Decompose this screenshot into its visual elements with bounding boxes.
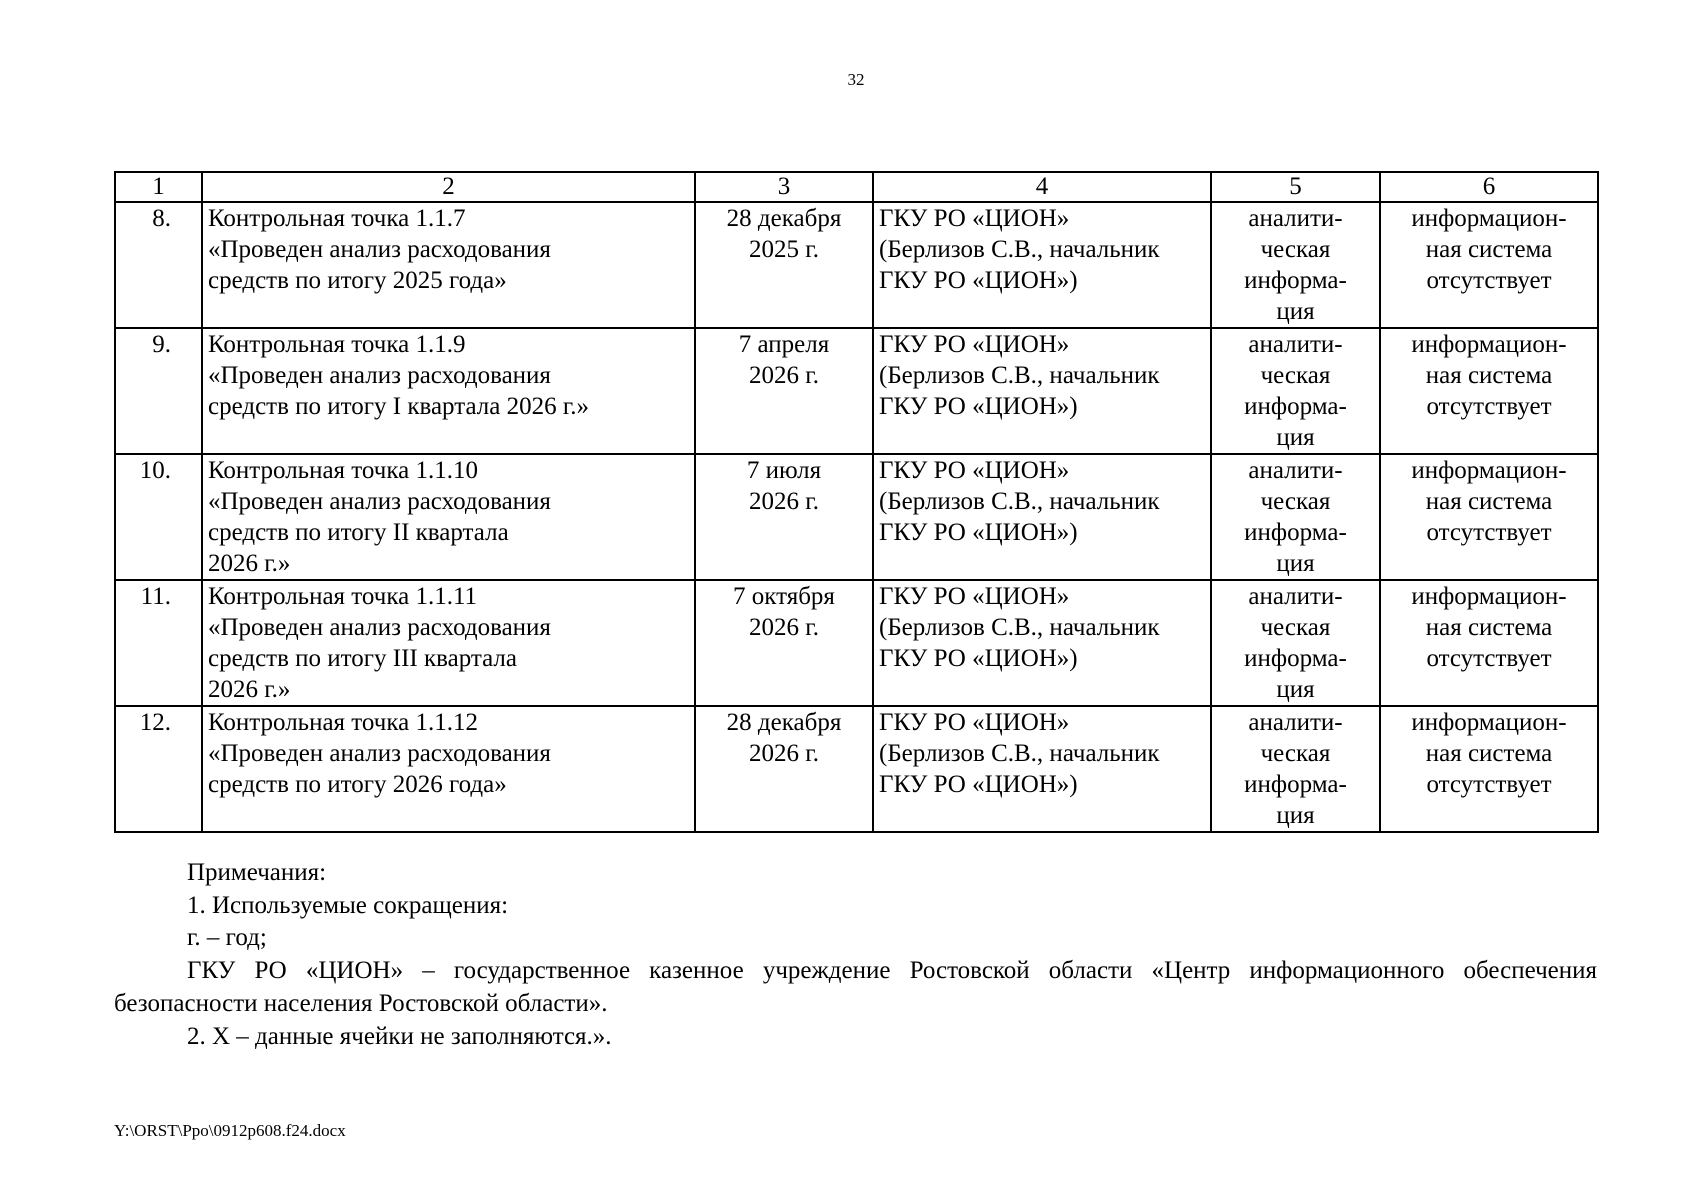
document-type-cell: [1211, 580, 1380, 706]
cell-line: средств по итогу 2025 года»: [208, 267, 507, 294]
cell-line: информа-: [1244, 645, 1347, 672]
cell-line: аналити-: [1248, 205, 1343, 232]
info-system-cell: [1380, 706, 1598, 832]
responsible-cell: [873, 202, 1211, 328]
column-header: 4: [873, 172, 1211, 202]
abbreviation-year: г. – год;: [187, 924, 267, 952]
control-points-table: [114, 171, 1599, 833]
cell-line: Контрольная точка 1.1.11: [208, 583, 478, 610]
cell-line: 2026 г.: [749, 614, 819, 641]
abbreviation-cion: ГКУ РО «ЦИОН» – государственное казенное учреждение Ростовской области «Центр информационного обеспечения безопасности населения Ростовской области».: [114, 957, 1597, 1017]
page-number: 32: [847, 70, 865, 89]
row-number-cell: 11.: [115, 580, 202, 706]
document-type-cell: [1211, 454, 1380, 580]
document-type-cell: [1211, 328, 1380, 454]
cell-line: аналити-: [1248, 709, 1343, 736]
cell-line: 2025 г.: [749, 236, 819, 263]
cell-line: Контрольная точка 1.1.10: [208, 457, 478, 484]
cell-line: «Проведен анализ расходования: [208, 614, 551, 641]
cell-line: аналити-: [1248, 583, 1343, 610]
deadline-cell: [695, 580, 873, 706]
table-row: [115, 328, 1598, 454]
cell-line: «Проведен анализ расходования: [208, 488, 551, 515]
cell-line: (Берлизов С.В., начальник: [879, 362, 1160, 389]
column-header: 1: [115, 172, 202, 202]
cell-line: отсутствует: [1426, 393, 1552, 420]
control-point-cell: [202, 454, 695, 580]
cell-line: 28 декабря: [726, 205, 842, 232]
responsible-cell: [873, 580, 1211, 706]
table-row: [115, 454, 1598, 580]
info-system-cell: [1380, 454, 1598, 580]
cell-line: информацион-: [1411, 331, 1567, 358]
control-point-cell: [202, 202, 695, 328]
responsible-cell: [873, 328, 1211, 454]
cell-line: ция: [1276, 424, 1315, 451]
cell-line: ческая: [1260, 614, 1331, 641]
cell-line: ция: [1276, 676, 1315, 703]
notes-section: [114, 857, 1597, 1053]
table-header-row: [115, 172, 1598, 202]
cell-line: информа-: [1244, 393, 1347, 420]
cell-line: отсутствует: [1426, 645, 1552, 672]
cell-line: ная система: [1425, 236, 1553, 263]
cell-line: ГКУ РО «ЦИОН»: [879, 331, 1070, 358]
cell-line: (Берлизов С.В., начальник: [879, 236, 1160, 263]
cell-line: «Проведен анализ расходования: [208, 236, 551, 263]
row-number-cell: 8.: [115, 202, 202, 328]
cell-line: ГКУ РО «ЦИОН»: [879, 457, 1070, 484]
cell-line: ГКУ РО «ЦИОН»): [879, 393, 1078, 420]
cell-line: ческая: [1260, 362, 1331, 389]
cell-line: 7 октября: [733, 583, 835, 610]
cell-line: информацион-: [1411, 457, 1567, 484]
cell-line: Контрольная точка 1.1.12: [208, 709, 478, 736]
cell-line: «Проведен анализ расходования: [208, 740, 551, 767]
notes-heading: Примечания:: [187, 859, 327, 886]
column-header: 2: [202, 172, 695, 202]
deadline-cell: [695, 202, 873, 328]
cell-line: информа-: [1244, 267, 1347, 294]
cell-line: ГКУ РО «ЦИОН»): [879, 267, 1078, 294]
file-path-footer: Y:\ORST\Ppo\0912p608.f24.docx: [114, 1121, 346, 1140]
control-point-cell: [202, 328, 695, 454]
responsible-cell: [873, 706, 1211, 832]
cell-line: аналити-: [1248, 457, 1343, 484]
cell-line: информа-: [1244, 771, 1347, 798]
cell-line: ческая: [1260, 488, 1331, 515]
cell-line: информа-: [1244, 519, 1347, 546]
cell-line: 2026 г.»: [208, 676, 291, 703]
cell-line: аналити-: [1248, 331, 1343, 358]
cell-line: ГКУ РО «ЦИОН»: [879, 583, 1070, 610]
document-type-cell: [1211, 706, 1380, 832]
cell-line: ГКУ РО «ЦИОН»: [879, 205, 1070, 232]
control-point-cell: [202, 580, 695, 706]
column-header: 5: [1211, 172, 1380, 202]
cell-line: средств по итогу I квартала 2026 г.»: [208, 393, 590, 420]
cell-line: 7 апреля: [738, 331, 830, 358]
notes-item-1: 1. Используемые сокращения:: [187, 891, 509, 919]
deadline-cell: [695, 328, 873, 454]
cell-line: ГКУ РО «ЦИОН»): [879, 645, 1078, 672]
cell-line: отсутствует: [1426, 267, 1552, 294]
row-number-cell: 9.: [115, 328, 202, 454]
cell-line: 7 июля: [746, 457, 822, 484]
column-header: 6: [1380, 172, 1598, 202]
cell-line: (Берлизов С.В., начальник: [879, 614, 1160, 641]
cell-line: средств по итогу 2026 года»: [208, 771, 507, 798]
table-row: [115, 580, 1598, 706]
cell-line: информацион-: [1411, 709, 1567, 736]
info-system-cell: [1380, 580, 1598, 706]
deadline-cell: [695, 454, 873, 580]
cell-line: 2026 г.: [749, 740, 819, 767]
cell-line: ция: [1276, 550, 1315, 577]
cell-line: информацион-: [1411, 205, 1567, 232]
cell-line: Контрольная точка 1.1.7: [208, 205, 466, 232]
cell-line: 2026 г.: [749, 362, 819, 389]
cell-line: 28 декабря: [726, 709, 842, 736]
notes-item-2: 2. Х – данные ячейки не заполняются.».: [187, 1022, 612, 1050]
row-number-cell: 12.: [115, 706, 202, 832]
column-header: 3: [695, 172, 873, 202]
cell-line: ГКУ РО «ЦИОН»: [879, 709, 1070, 736]
cell-line: ная система: [1425, 362, 1553, 389]
cell-line: ГКУ РО «ЦИОН»): [879, 771, 1078, 798]
info-system-cell: [1380, 202, 1598, 328]
deadline-cell: [695, 706, 873, 832]
row-number-cell: 10.: [115, 454, 202, 580]
cell-line: средств по итогу II квартала: [208, 519, 509, 546]
cell-line: 2026 г.»: [208, 550, 291, 577]
cell-line: отсутствует: [1426, 771, 1552, 798]
cell-line: ческая: [1260, 740, 1331, 767]
responsible-cell: [873, 454, 1211, 580]
cell-line: ческая: [1260, 236, 1331, 263]
cell-line: ная система: [1425, 740, 1553, 767]
cell-line: ция: [1276, 298, 1315, 325]
cell-line: ГКУ РО «ЦИОН»): [879, 519, 1078, 546]
cell-line: (Берлизов С.В., начальник: [879, 740, 1160, 767]
cell-line: Контрольная точка 1.1.9: [208, 331, 466, 358]
cell-line: 2026 г.: [749, 488, 819, 515]
cell-line: (Берлизов С.В., начальник: [879, 488, 1160, 515]
cell-line: ная система: [1425, 488, 1553, 515]
cell-line: информацион-: [1411, 583, 1567, 610]
document-type-cell: [1211, 202, 1380, 328]
cell-line: ция: [1276, 802, 1315, 829]
table-row: [115, 202, 1598, 328]
cell-line: «Проведен анализ расходования: [208, 362, 551, 389]
info-system-cell: [1380, 328, 1598, 454]
table-row: [115, 706, 1598, 832]
cell-line: средств по итогу III квартала: [208, 645, 517, 672]
cell-line: отсутствует: [1426, 519, 1552, 546]
cell-line: ная система: [1425, 614, 1553, 641]
control-point-cell: [202, 706, 695, 832]
